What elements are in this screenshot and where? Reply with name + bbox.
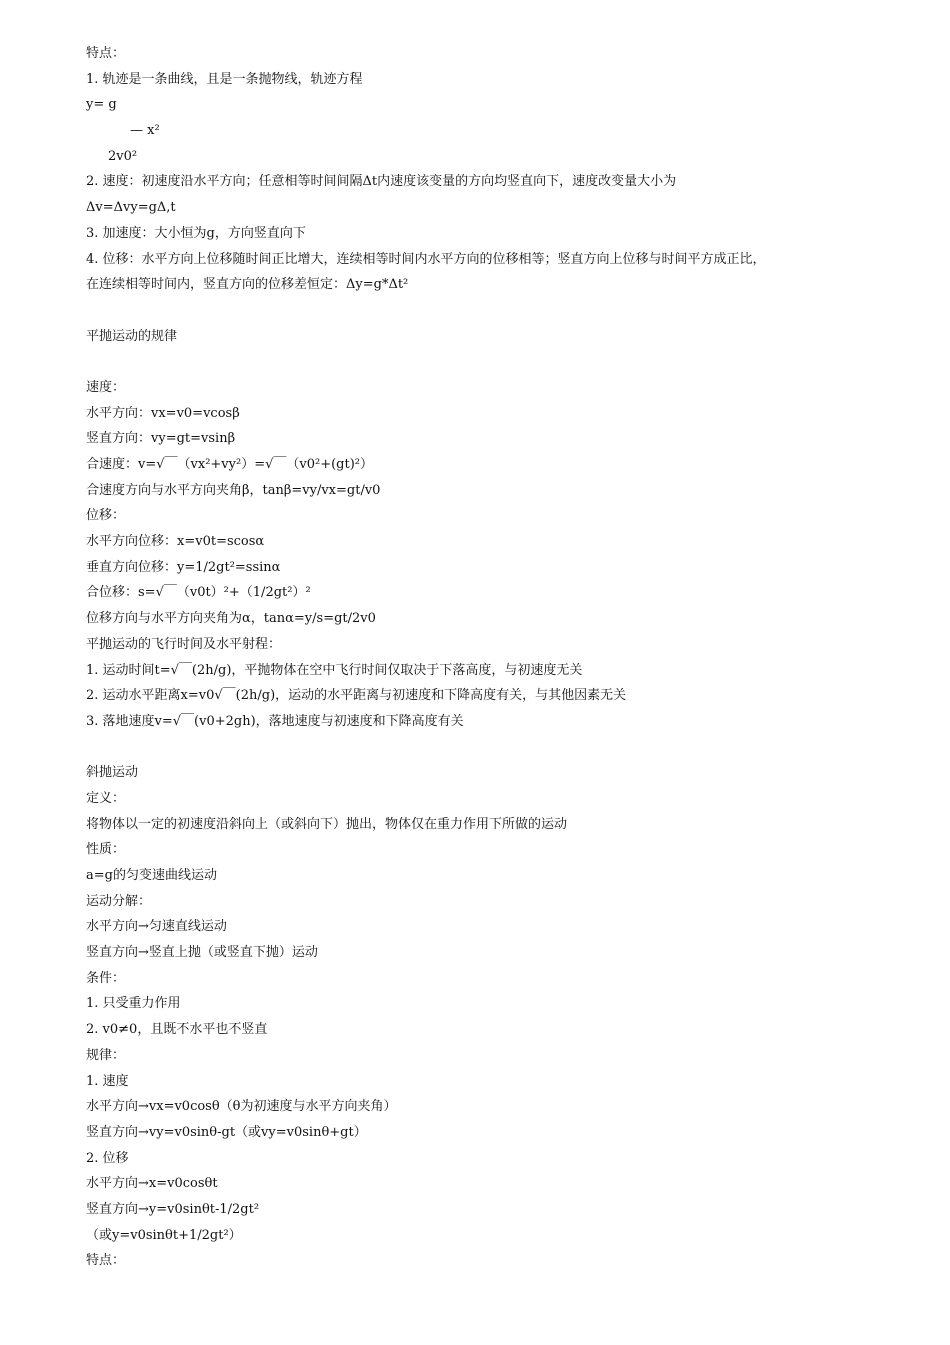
displacement-direction: 位移方向与水平方向夹角为α，tanα=y/s=gt/2v0 (86, 611, 376, 627)
feature-item-3: 3. 加速度：大小恒为g，方向竖直向下 (86, 225, 306, 241)
decomposition-horizontal: 水平方向→匀速直线运动 (86, 919, 227, 935)
property-text: a=g的匀变速曲线运动 (86, 868, 217, 883)
law-velocity-horizontal: 水平方向→vx=v0cosθ（θ为初速度与水平方向夹角） (86, 1099, 397, 1115)
law-velocity-vertical: 竖直方向→vy=v0sinθ-gt（或vy=v0sinθ+gt） (86, 1124, 367, 1140)
section-heading-projectile-laws: 平抛运动的规律 (86, 328, 178, 344)
velocity-resultant: 合速度：v=√￣（vx²+vy²）=√￣（v0²+(gt)²） (86, 457, 373, 472)
spacer (86, 353, 906, 379)
flight-item-1: 1. 运动时间t=√￣(2h/g)，平抛物体在空中飞行时间仅取决于下落高度，与初速度无关 (86, 662, 583, 678)
condition-item-2: 2. v0≠0，且既不水平也不竖直 (86, 1022, 268, 1038)
displacement-heading: 位移： (86, 508, 126, 524)
spacer (86, 739, 906, 765)
decomposition-vertical: 竖直方向→竖直上抛（或竖直下抛）运动 (86, 945, 318, 961)
displacement-vertical: 垂直方向位移：y=1/2gt²=ssinα (86, 559, 281, 575)
section-heading-features: 特点： (86, 46, 126, 61)
condition-heading: 条件： (86, 970, 126, 986)
feature-item-2-continued: Δv=Δvy=gΔ,t (86, 200, 176, 216)
velocity-horizontal: 水平方向：vx=v0=vcosβ (86, 405, 240, 421)
condition-item-1: 1. 只受重力作用 (86, 996, 181, 1012)
flight-item-2: 2. 运动水平距离x=v0√￣(2h/g)，运动的水平距离与初速度和下降高度有关，与其他因素无关 (86, 688, 627, 704)
flight-heading: 平抛运动的飞行时间及水平射程： (86, 636, 282, 652)
decomposition-heading: 运动分解： (86, 893, 152, 909)
features-heading-2: 特点： (86, 1253, 126, 1269)
document-page (86, 45, 906, 1278)
velocity-vertical: 竖直方向：vy=gt=vsinβ (86, 431, 236, 447)
velocity-heading: 速度： (86, 379, 126, 395)
flight-item-3: 3. 落地速度v=√￣(v0+2gh)，落地速度与初速度和下降高度有关 (86, 713, 464, 729)
property-heading: 性质： (86, 842, 126, 858)
definition-heading: 定义： (86, 790, 126, 806)
velocity-direction: 合速度方向与水平方向夹角β，tanβ=vy/vx=gt/v0 (86, 482, 381, 498)
definition-text: 将物体以一定的初速度沿斜向上（或斜向下）抛出，物体仅在重力作用下所做的运动 (86, 816, 568, 832)
trajectory-equation-fraction: — x² (130, 123, 160, 139)
feature-item-4: 4. 位移：水平方向上位移随时间正比增大，连续相等时间内水平方向的位移相等；竖直方向上位移与时间平方成正比， (86, 251, 766, 267)
feature-item-4-continued: 在连续相等时间内，竖直方向的位移差恒定：Δy=g*Δt² (86, 277, 409, 293)
law-displacement-alternate: （或y=v0sinθt+1/2gt²） (86, 1227, 242, 1243)
law-item-1: 1. 速度 (86, 1073, 129, 1089)
feature-item-1: 1. 轨迹是一条曲线，且是一条抛物线，轨迹方程 (86, 71, 363, 87)
spacer (86, 302, 906, 328)
law-heading: 规律： (86, 1047, 126, 1063)
law-displacement-horizontal: 水平方向→x=v0cosθt (86, 1176, 218, 1192)
section-heading-oblique: 斜抛运动 (86, 765, 139, 781)
feature-item-2: 2. 速度：初速度沿水平方向；任意相等时间间隔Δt内速度该变量的方向均竖直向下，速度改变量大小为 (86, 174, 677, 190)
trajectory-equation-lhs: y= g (86, 97, 117, 113)
law-displacement-vertical: 竖直方向→y=v0sinθt-1/2gt² (86, 1201, 260, 1217)
displacement-horizontal: 水平方向位移：x=v0t=scosα (86, 534, 265, 550)
displacement-resultant: 合位移：s=√￣（v0t）²+（1/2gt²）² (86, 585, 311, 601)
law-item-2: 2. 位移 (86, 1150, 129, 1166)
trajectory-equation-denominator: 2v0² (108, 148, 138, 164)
